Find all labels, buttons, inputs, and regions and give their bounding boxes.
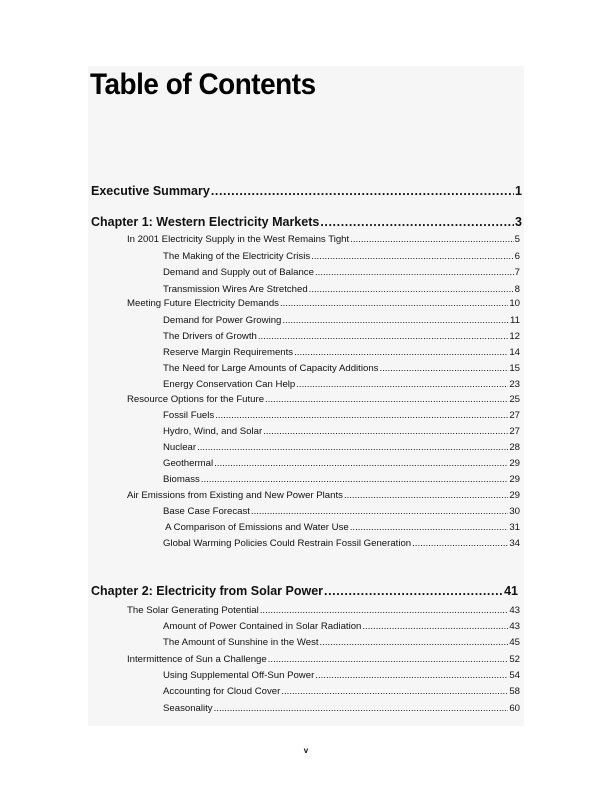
toc-page: 5 bbox=[514, 234, 520, 245]
toc-label: Hydro, Wind, and Solar bbox=[163, 426, 263, 437]
toc-page: 29 bbox=[509, 490, 520, 501]
toc-page: 23 bbox=[509, 379, 520, 390]
toc-label: In 2001 Electricity Supply in the West Remains Tight bbox=[127, 234, 350, 245]
toc-entry[interactable] bbox=[163, 267, 520, 278]
toc-label: Accounting for Cloud Cover bbox=[163, 686, 281, 697]
toc-label: Energy Conservation Can Help bbox=[163, 379, 296, 390]
toc-page: 11 bbox=[510, 315, 520, 326]
toc-label: Meeting Future Electricity Demands bbox=[127, 298, 279, 309]
dot-leader bbox=[281, 686, 508, 697]
dot-leader bbox=[214, 458, 508, 469]
toc-label: Air Emissions from Existing and New Power Plants bbox=[127, 490, 343, 501]
toc-label: Global Warming Policies Could Restrain Fossil Generation bbox=[163, 538, 412, 549]
dot-leader bbox=[251, 506, 508, 517]
toc-label: Nuclear bbox=[163, 442, 197, 453]
toc-page: 43 bbox=[509, 621, 520, 632]
toc-page: 34 bbox=[509, 538, 520, 549]
toc-label: Resource Options for the Future bbox=[127, 394, 265, 405]
toc-entry[interactable] bbox=[163, 363, 520, 374]
toc-entry[interactable] bbox=[127, 394, 520, 405]
dot-leader bbox=[201, 474, 509, 485]
toc-page: 25 bbox=[509, 394, 520, 405]
toc-page: 15 bbox=[509, 363, 520, 374]
toc-page: 14 bbox=[509, 347, 520, 358]
toc-entry[interactable] bbox=[163, 251, 520, 262]
toc-page: 12 bbox=[509, 331, 520, 342]
dot-leader bbox=[320, 215, 514, 229]
toc-page: 43 bbox=[509, 605, 520, 616]
toc-entry[interactable] bbox=[163, 621, 520, 632]
toc-label: Fossil Fuels bbox=[163, 410, 215, 421]
toc-label: Seasonality bbox=[163, 703, 213, 714]
dot-leader bbox=[211, 184, 514, 198]
dot-leader bbox=[362, 621, 508, 632]
toc-entry[interactable] bbox=[163, 670, 520, 681]
toc-label: A Comparison of Emissions and Water Use bbox=[163, 522, 349, 533]
toc-page: 27 bbox=[509, 410, 520, 421]
dot-leader bbox=[344, 490, 508, 501]
toc-label: The Amount of Sunshine in the West bbox=[163, 637, 319, 648]
dot-leader bbox=[263, 426, 508, 437]
toc-page: 7 bbox=[514, 267, 520, 278]
toc-entry[interactable] bbox=[163, 410, 520, 421]
toc-page: 10 bbox=[509, 298, 520, 309]
toc-label: Using Supplemental Off-Sun Power bbox=[163, 670, 315, 681]
toc-entry[interactable] bbox=[163, 538, 520, 549]
toc-label: The Solar Generating Potential bbox=[127, 605, 259, 616]
dot-leader bbox=[294, 347, 508, 358]
dot-leader bbox=[315, 670, 508, 681]
toc-entry[interactable] bbox=[163, 331, 520, 342]
toc-page: 31 bbox=[509, 522, 520, 533]
toc-label: Intermittence of Sun a Challenge bbox=[127, 654, 267, 665]
toc-entry[interactable] bbox=[163, 284, 520, 295]
toc-page: 28 bbox=[509, 442, 520, 453]
toc-label: Chapter 1: Western Electricity Markets bbox=[91, 215, 320, 229]
toc-page: 6 bbox=[514, 251, 520, 262]
dot-leader bbox=[214, 703, 509, 714]
toc-entry[interactable] bbox=[163, 315, 520, 326]
toc-page: 41 bbox=[504, 584, 518, 598]
toc-entry[interactable] bbox=[163, 347, 520, 358]
dot-leader bbox=[315, 267, 514, 278]
dot-leader bbox=[280, 298, 508, 309]
toc-page: 1 bbox=[515, 184, 522, 198]
toc-label: Demand and Supply out of Balance bbox=[163, 267, 314, 278]
toc-page: 58 bbox=[509, 686, 520, 697]
dot-leader bbox=[309, 284, 514, 295]
toc-entry[interactable] bbox=[163, 442, 520, 453]
toc-label: Geothermal bbox=[163, 458, 214, 469]
toc-label: Reserve Margin Requirements bbox=[163, 347, 294, 358]
toc-entry[interactable] bbox=[127, 234, 520, 245]
dot-leader bbox=[197, 442, 508, 453]
toc-label: The Making of the Electricity Crisis bbox=[163, 251, 311, 262]
toc-entry[interactable] bbox=[127, 605, 520, 616]
toc-page: 3 bbox=[515, 215, 522, 229]
dot-leader bbox=[379, 363, 508, 374]
toc-entry[interactable] bbox=[163, 522, 520, 533]
dot-leader bbox=[320, 637, 509, 648]
toc-entry[interactable] bbox=[127, 654, 520, 665]
dot-leader bbox=[311, 251, 514, 262]
toc-page: 8 bbox=[514, 284, 520, 295]
toc-entry[interactable] bbox=[163, 686, 520, 697]
toc-entry[interactable] bbox=[163, 703, 520, 714]
toc-entry[interactable] bbox=[163, 637, 520, 648]
toc-entry[interactable] bbox=[163, 426, 520, 437]
dot-leader bbox=[268, 654, 509, 665]
dot-leader bbox=[296, 379, 508, 390]
toc-label: Transmission Wires Are Stretched bbox=[163, 284, 308, 295]
toc-entry[interactable] bbox=[163, 474, 520, 485]
dot-leader bbox=[258, 331, 508, 342]
toc-label: Executive Summary bbox=[91, 184, 210, 198]
page-title: Table of Contents bbox=[90, 68, 316, 101]
toc-page: 54 bbox=[509, 670, 520, 681]
toc-label: Amount of Power Contained in Solar Radiation bbox=[163, 621, 362, 632]
toc-page: 27 bbox=[509, 426, 520, 437]
toc-executive-summary[interactable] bbox=[91, 184, 522, 198]
toc-label: The Drivers of Growth bbox=[163, 331, 257, 342]
page-number: v bbox=[303, 746, 309, 755]
toc-entry[interactable] bbox=[127, 490, 520, 501]
toc-page: 29 bbox=[509, 458, 520, 469]
toc-chapter-2[interactable] bbox=[91, 584, 518, 598]
toc-entry[interactable] bbox=[163, 458, 520, 469]
dot-leader bbox=[350, 522, 509, 533]
toc-page: 60 bbox=[509, 703, 520, 714]
toc-entry[interactable] bbox=[163, 506, 520, 517]
toc-label: The Need for Large Amounts of Capacity Additions bbox=[163, 363, 379, 374]
toc-label: Base Case Forecast bbox=[163, 506, 250, 517]
dot-leader bbox=[324, 584, 503, 598]
toc-label: Biomass bbox=[163, 474, 200, 485]
dot-leader bbox=[350, 234, 513, 245]
toc-label: Demand for Power Growing bbox=[163, 315, 282, 326]
toc-label: Chapter 2: Electricity from Solar Power bbox=[91, 584, 324, 598]
dot-leader bbox=[282, 315, 509, 326]
toc-entry[interactable] bbox=[163, 379, 520, 390]
toc-page: 52 bbox=[509, 654, 520, 665]
toc-chapter-1[interactable] bbox=[91, 215, 522, 229]
dot-leader bbox=[265, 394, 508, 405]
toc-page: 45 bbox=[509, 637, 520, 648]
dot-leader bbox=[260, 605, 509, 616]
dot-leader bbox=[412, 538, 508, 549]
toc-page: 30 bbox=[509, 506, 520, 517]
toc-page: 29 bbox=[509, 474, 520, 485]
dot-leader bbox=[215, 410, 508, 421]
toc-entry[interactable] bbox=[127, 298, 520, 309]
